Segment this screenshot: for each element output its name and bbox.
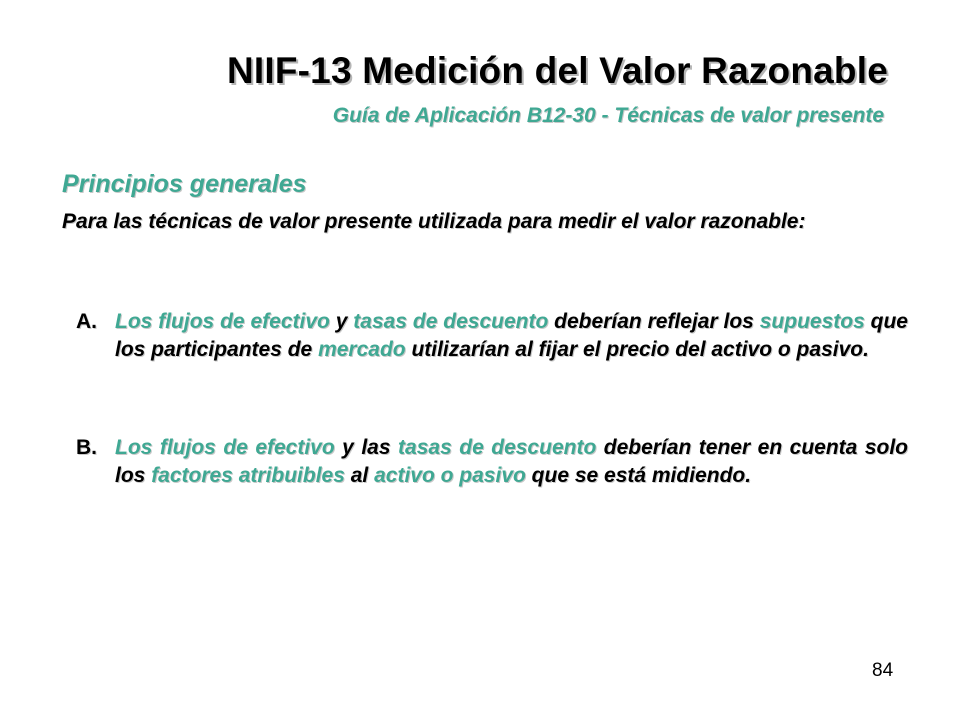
item-a-segment: que los participantes de [115, 310, 908, 361]
item-b-segment: activo o pasivo [374, 464, 526, 487]
item-a-segment: deberían reflejar los [548, 310, 760, 333]
item-a-segment: Los flujos de efectivo [115, 310, 330, 333]
item-b-segment: que se está midiendo. [525, 464, 752, 487]
section-heading: Principios generales [62, 170, 307, 198]
list-marker-a: A. [76, 310, 97, 333]
list-marker-b: B. [76, 436, 97, 459]
item-a-segment: utilizarían al fijar el precio del activo o pasivo. [405, 338, 869, 361]
item-b-segment: Los flujos de efectivo [115, 436, 335, 459]
item-b-segment: al [344, 464, 375, 487]
list-item-b [76, 434, 908, 490]
item-b-segment: y las [334, 436, 399, 459]
item-a-segment: mercado [318, 338, 406, 361]
item-a-segment: supuestos [759, 310, 865, 333]
item-b-segment: tasas de descuento [398, 436, 597, 459]
item-a-segment: tasas de descuento [353, 310, 549, 333]
item-b-segment: deberían tener en cuenta solo los [115, 436, 908, 487]
item-b-segment: factores atribuibles [151, 464, 345, 487]
item-a-segment: y [329, 310, 354, 333]
list-item-a [76, 308, 908, 364]
list-item-b-text [115, 434, 908, 490]
slide-title: NIIF-13 Medición del Valor Razonable [226, 50, 888, 91]
page-number: 84 [872, 660, 894, 681]
list-item-a-text [115, 308, 908, 364]
slide-subtitle: Guía de Aplicación B12-30 - Técnicas de valor presente [332, 104, 884, 127]
intro-paragraph: Para las técnicas de valor presente utilizada para medir el valor razonable: [62, 210, 806, 233]
